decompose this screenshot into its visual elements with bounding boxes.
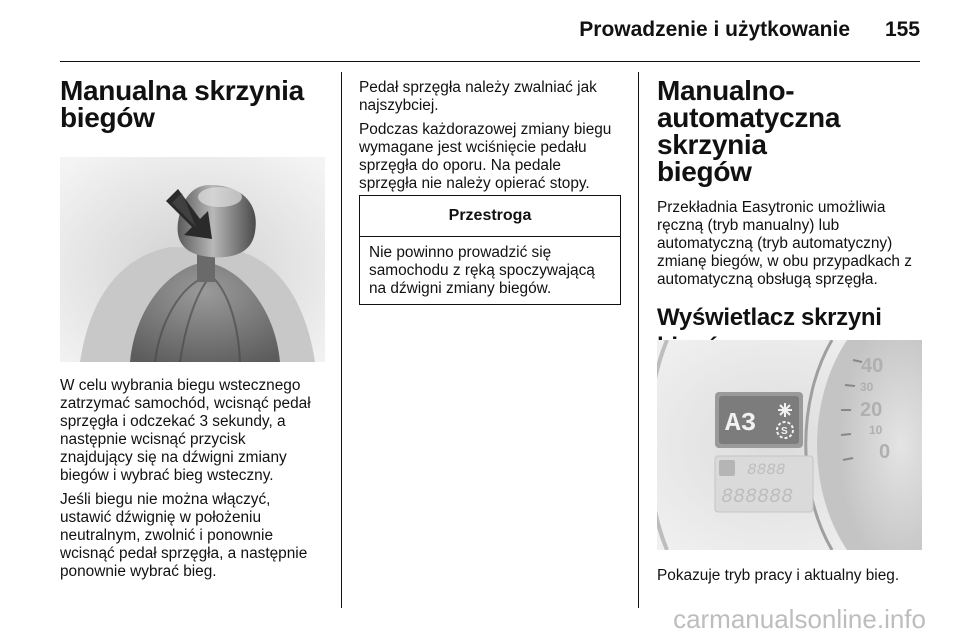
header-title: Prowadzenie i użytkowanie [579, 18, 850, 41]
text-line: ponownie wybrać bieg. [60, 563, 217, 580]
text-line: sprzęgła do oporu. Na pedale [359, 157, 561, 174]
gauge-label: 10 [869, 423, 883, 437]
caution-box [359, 195, 621, 305]
caution-text [369, 244, 611, 298]
heading-line: Wyświetlacz skrzyni [657, 304, 882, 331]
gauge-label: 0 [879, 441, 891, 463]
text-line: automatyczną obsługą sprzęgła. [657, 271, 878, 288]
text-line: ustawić dźwignię w położeniu [60, 509, 262, 526]
easytronic-description [657, 199, 927, 289]
text-line: wymagane jest wciśnięcie pedału [359, 139, 587, 156]
gear-display-illustration [657, 340, 922, 550]
gauge-label: 40 [861, 355, 884, 377]
column-divider-2 [638, 72, 639, 608]
snowflake-icon [778, 403, 792, 417]
text-line: wcisnąć pedał sprzęgła, a następnie [60, 545, 308, 562]
heading-line: biegów [657, 156, 752, 187]
reverse-gear-instruction [60, 377, 335, 485]
gauge-label: 20 [860, 399, 883, 421]
caution-title: Przestroga [360, 196, 620, 237]
gauge-label: 30 [860, 380, 874, 394]
left-column [60, 77, 330, 131]
gear-indicator-text: A3 [725, 408, 757, 438]
text-line: zmianę biegów, w obu przypadkach z [657, 253, 912, 270]
text-line: następnie wcisnąć przycisk [60, 431, 246, 448]
text-line: na dźwigni zmiany biegów. [369, 280, 552, 297]
clutch-release-note [359, 79, 629, 115]
header-rule [60, 61, 920, 62]
heading-line: biegów [60, 102, 155, 133]
text-line: Pedał sprzęgła należy zwalniać jak [359, 79, 597, 96]
middle-column-text [359, 79, 629, 193]
text-line: sprzęgła i odczekać 3 sekundy, a [60, 413, 286, 430]
gear-display-caption: Pokazuje tryb pracy i aktualny bieg. [657, 567, 900, 584]
text-line: sprzęgła nie należy opierać stopy. [359, 175, 590, 192]
text-line: Podczas każdorazowej zmiany biegu [359, 121, 612, 138]
column-divider-1 [341, 72, 342, 608]
gear-lever-figure [60, 157, 325, 362]
heading-line: Manualno- [657, 75, 795, 106]
heading-line: Manualna skrzynia [60, 75, 304, 106]
text-line: biegów i wybrać bieg wsteczny. [60, 467, 274, 484]
text-line: znajdujący się na dźwigni zmiany [60, 449, 287, 466]
text-line: Nie powinno prowadzić się [369, 244, 552, 261]
text-line: Jeśli biegu nie można włączyć, [60, 491, 271, 508]
figure-caption-area [657, 567, 927, 585]
heading-line: automatyczna skrzynia [657, 102, 841, 160]
svg-text:S: S [781, 426, 788, 437]
seatbelt-icon [719, 460, 735, 476]
gear-lever-illustration [60, 157, 325, 362]
text-line: Przekładnia Easytronic umożliwia [657, 199, 886, 216]
gear-display-figure [657, 340, 922, 550]
text-line: najszybciej. [359, 97, 439, 114]
text-line: zatrzymać samochód, wcisnąć pedał [60, 395, 311, 412]
left-column-text [60, 377, 335, 581]
text-line: samochodu z ręką spoczywającą [369, 262, 595, 279]
clutch-pedal-note [359, 121, 629, 193]
odometer-digits: 8888 [747, 461, 786, 479]
trip-digits: 888888 [721, 486, 794, 509]
caution-body [360, 237, 620, 298]
page-number: 155 [884, 18, 920, 41]
section-heading-manual-gearbox [60, 77, 330, 131]
text-line: ręczną (tryb manualny) lub [657, 217, 840, 234]
right-column-text [657, 77, 927, 361]
text-line: automatyczną (tryb automatyczny) [657, 235, 893, 252]
text-line: W celu wybrania biegu wstecznego [60, 377, 301, 394]
section-heading-easytronic [657, 77, 927, 185]
gear-engage-instruction [60, 491, 335, 581]
text-line: neutralnym, zwolnić i ponownie [60, 527, 274, 544]
watermark: carmanualsonline.info [673, 604, 926, 634]
